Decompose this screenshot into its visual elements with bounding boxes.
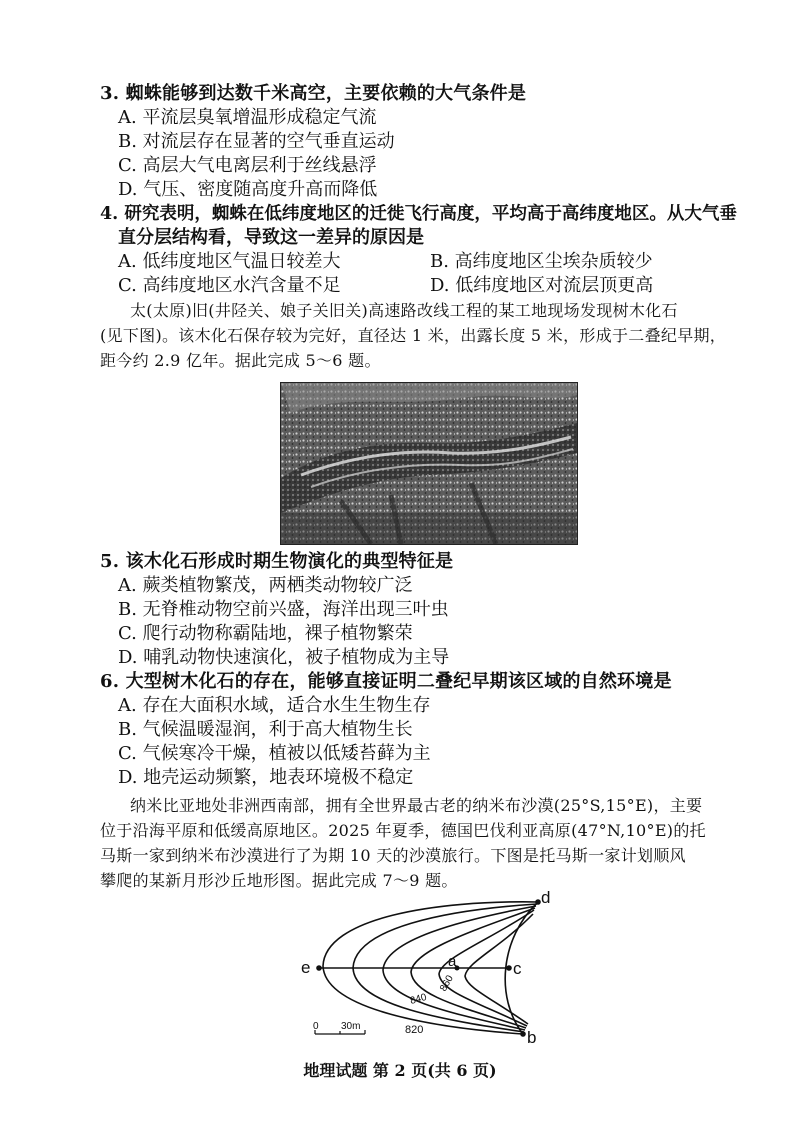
q4-option-c: C. 高纬度地区水汽含量不足 [118, 275, 341, 296]
q4-stem-line2: 直分层结构看，导致这一差异的原因是 [118, 227, 424, 248]
q5-option-d: D. 哺乳动物快速演化，被子植物成为主导 [118, 647, 450, 668]
q3-stem: 3. 蜘蛛能够到达数千米高空，主要依赖的大气条件是 [100, 83, 527, 104]
point-e-label: e [301, 958, 311, 977]
q6-option-b: B. 气候温暖湿润，利于高大植物生长 [118, 719, 413, 740]
passage1-line2: (见下图)。该木化石保存较为完好，直径达 1 米，出露长度 5 米，形成于二叠纪早期， [100, 326, 727, 345]
passage1-line3: 距今约 2.9 亿年。据此完成 5～6 题。 [100, 351, 381, 370]
q6-option-a: A. 存在大面积水域，适合水生生物生存 [118, 695, 431, 716]
q4-option-a: A. 低纬度地区气温日较差大 [118, 251, 341, 272]
contour-label-860: 860 [438, 973, 456, 994]
barchan-dune-contour-map [295, 888, 565, 1048]
tree-fossil-photo [280, 382, 578, 545]
q4-option-d: D. 低纬度地区对流层顶更高 [430, 275, 654, 296]
point-b-dot [520, 1031, 526, 1037]
q4-option-b: B. 高纬度地区尘埃杂质较少 [430, 251, 653, 272]
contour-label-840: 840 [408, 991, 428, 1007]
q3-option-d: D. 气压、密度随高度升高而降低 [118, 179, 378, 200]
q5-option-a: A. 蕨类植物繁茂，两栖类动物较广泛 [118, 575, 413, 596]
q6-stem: 6. 大型树木化石的存在，能够直接证明二叠纪早期该区域的自然环境是 [100, 671, 672, 692]
passage2-line2: 位于沿海平原和低缓高原地区。2025 年夏季，德国巴伐利亚高原(47°N,10°E)的托 [100, 821, 706, 840]
scale-length-label: 30m [341, 1021, 361, 1032]
passage2-line1: 纳米比亚地处非洲西南部，拥有全世界最古老的纳米布沙漠(25°S,15°E)，主要 [130, 796, 703, 815]
point-a-label: a [448, 953, 457, 970]
fossil-photo-art [281, 383, 577, 544]
q3-option-a: A. 平流层臭氧增温形成稳定气流 [118, 107, 377, 128]
contour-label-820: 820 [405, 1024, 424, 1036]
q6-option-c: C. 气候寒冷干燥，植被以低矮苔藓为主 [118, 743, 431, 764]
q4-stem-line1: 4. 研究表明，蜘蛛在低纬度地区的迁徙飞行高度，平均高于高纬度地区。从大气垂 [100, 204, 737, 224]
q5-stem: 5. 该木化石形成时期生物演化的典型特征是 [100, 551, 454, 572]
scale-zero-label: 0 [313, 1021, 319, 1032]
dune-contour-svg [295, 888, 565, 1048]
point-d-label: d [541, 888, 551, 907]
point-c-label: c [513, 959, 522, 978]
passage2-line3: 马斯一家到纳米布沙漠进行了为期 10 天的沙漠旅行。下图是托马斯一家计划顺风 [100, 846, 686, 865]
q5-option-c: C. 爬行动物称霸陆地，裸子植物繁荣 [118, 623, 413, 644]
q3-option-c: C. 高层大气电离层利于丝线悬浮 [118, 155, 377, 176]
point-c-dot [506, 965, 512, 971]
q6-option-d: D. 地壳运动频繁，地表环境极不稳定 [118, 767, 414, 788]
point-b-label: b [527, 1028, 537, 1047]
page-footer: 地理试题 第 2 页(共 6 页) [303, 1061, 497, 1080]
passage2-line4: 攀爬的某新月形沙丘地形图。据此完成 7～9 题。 [100, 871, 458, 890]
q5-option-b: B. 无脊椎动物空前兴盛，海洋出现三叶虫 [118, 599, 449, 620]
point-e-dot [316, 965, 322, 971]
point-d-dot [535, 899, 541, 905]
q3-option-b: B. 对流层存在显著的空气垂直运动 [118, 131, 395, 152]
passage1-line1: 太(太原)旧(井陉关、娘子关旧关)高速路改线工程的某工地现场发现树木化石 [130, 301, 678, 320]
